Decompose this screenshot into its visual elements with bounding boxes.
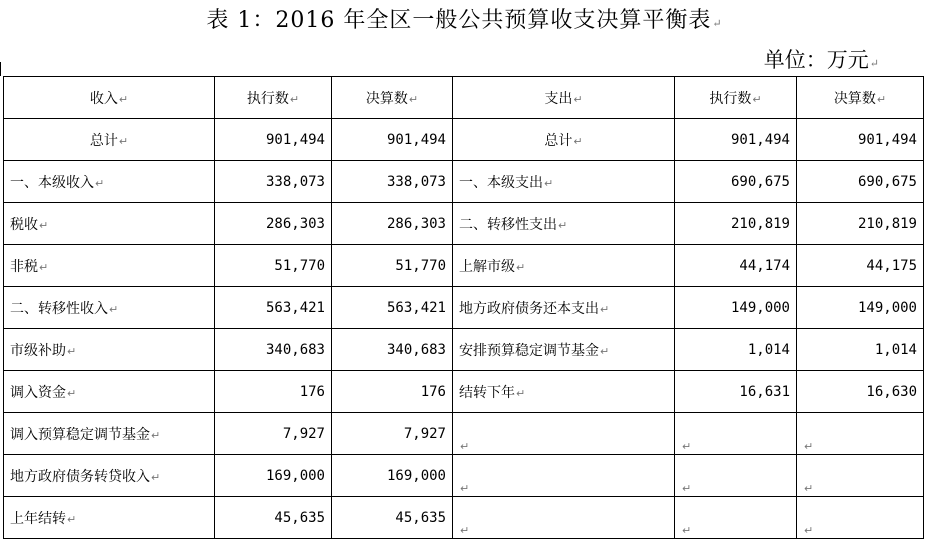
cell-income-label: 非税↵ [4,245,215,287]
cell-expense-label: 二、转移性支出↵ [453,203,675,245]
cell-expense-exec: 16,631 [675,371,797,413]
cell-expense-final: 901,494 [797,119,924,161]
cell-expense-final: 149,000 [797,287,924,329]
cell-expense-final: 16,630 [797,371,924,413]
cell-expense-label: ↵ [453,413,675,455]
cell-expense-final: ↵ [797,497,924,539]
cell-income-exec: 51,770 [215,245,332,287]
cell-income-final: 340,683 [332,329,453,371]
unit-text: 单位：万元 [763,48,869,72]
cell-expense-exec: ↵ [675,413,797,455]
cell-expense-exec: 690,675 [675,161,797,203]
document-title [0,3,929,34]
paragraph-mark: ↵ [752,92,762,106]
table-row [4,203,924,245]
cell-expense-exec: 1,014 [675,329,797,371]
cell-expense-label: 安排预算稳定调节基金↵ [453,329,675,371]
cell-income-label: 总计↵ [4,119,215,161]
cell-expense-final: ↵ [797,413,924,455]
unit-label [764,44,879,74]
header-income-final: 决算数↵ [332,77,453,119]
cell-expense-label: ↵ [453,497,675,539]
table-row [4,161,924,203]
cell-income-label: 调入预算稳定调节基金↵ [4,413,215,455]
cell-expense-label: ↵ [453,455,675,497]
cell-income-final: 7,927 [332,413,453,455]
cell-income-label: 调入资金↵ [4,371,215,413]
table-row [4,329,924,371]
header-income-exec: 执行数↵ [215,77,332,119]
cell-expense-label: 地方政府债务还本支出↵ [453,287,675,329]
cell-income-exec: 169,000 [215,455,332,497]
cell-expense-exec: 149,000 [675,287,797,329]
header-expense: 支出↵ [453,77,675,119]
cell-expense-label: 结转下年↵ [453,371,675,413]
table-header-row [4,77,924,119]
cell-expense-exec: 901,494 [675,119,797,161]
paragraph-mark: ↵ [118,92,129,106]
cell-income-final: 901,494 [332,119,453,161]
cell-expense-label: 总计↵ [453,119,675,161]
cell-expense-label: 上解市级↵ [453,245,675,287]
cell-income-label: 市级补助↵ [4,329,215,371]
cell-income-final: 286,303 [332,203,453,245]
cell-income-final: 51,770 [332,245,453,287]
cell-expense-label: 一、本级支出↵ [453,161,675,203]
cell-income-exec: 7,927 [215,413,332,455]
paragraph-mark: ↵ [712,17,723,30]
table-row-total [4,119,924,161]
cell-expense-final: 1,014 [797,329,924,371]
cell-expense-final: 44,175 [797,245,924,287]
title-text: 表 1：2016 年全区一般公共预算收支决算平衡表 [206,8,712,33]
cell-income-label: 税收↵ [4,203,215,245]
margin-marker [0,62,3,76]
paragraph-mark: ↵ [869,57,879,70]
paragraph-mark: ↵ [573,92,583,106]
cell-income-final: 169,000 [332,455,453,497]
paragraph-mark: ↵ [408,92,419,106]
cell-income-exec: 176 [215,371,332,413]
cell-expense-final: 690,675 [797,161,924,203]
cell-expense-final: ↵ [797,455,924,497]
header-expense-final: 决算数↵ [797,77,924,119]
cell-income-label: 二、转移性收入↵ [4,287,215,329]
budget-table [3,76,924,539]
cell-income-final: 563,421 [332,287,453,329]
cell-income-final: 45,635 [332,497,453,539]
cell-expense-exec: 44,174 [675,245,797,287]
cell-expense-final: 210,819 [797,203,924,245]
table-row [4,371,924,413]
cell-expense-exec: ↵ [675,497,797,539]
cell-income-label: 上年结转↵ [4,497,215,539]
table-row [4,497,924,539]
cell-income-exec: 45,635 [215,497,332,539]
cell-income-label: 一、本级收入↵ [4,161,215,203]
cell-income-final: 176 [332,371,453,413]
paragraph-mark: ↵ [289,92,300,106]
cell-income-exec: 338,073 [215,161,332,203]
cell-income-exec: 340,683 [215,329,332,371]
cell-income-label: 地方政府债务转贷收入↵ [4,455,215,497]
cell-income-final: 338,073 [332,161,453,203]
table-row [4,455,924,497]
cell-income-exec: 901,494 [215,119,332,161]
header-income: 收入↵ [4,77,215,119]
table-row [4,413,924,455]
cell-income-exec: 286,303 [215,203,332,245]
table-row [4,245,924,287]
paragraph-mark: ↵ [876,92,887,106]
table-row [4,287,924,329]
cell-expense-exec: ↵ [675,455,797,497]
cell-income-exec: 563,421 [215,287,332,329]
header-expense-exec: 执行数↵ [675,77,797,119]
cell-expense-exec: 210,819 [675,203,797,245]
